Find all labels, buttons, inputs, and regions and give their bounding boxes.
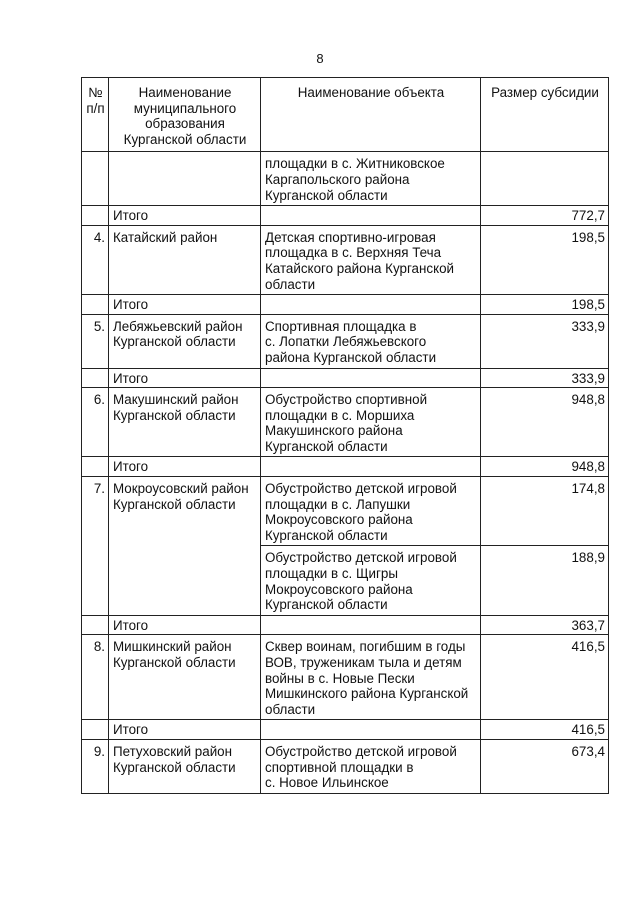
- cell-object: [261, 457, 481, 477]
- table-row: [82, 388, 609, 457]
- cell-num: [82, 368, 109, 388]
- municipality-name: Лебяжьевский район Курганской области: [109, 314, 261, 368]
- table-row: [82, 739, 609, 793]
- subsidy-amount: 333,9: [481, 314, 609, 368]
- cell-object: [261, 206, 481, 226]
- total-row: [82, 457, 609, 477]
- cell-object: [261, 615, 481, 635]
- table-row: [82, 225, 609, 294]
- header-amount: Размер субсидии: [481, 78, 609, 152]
- object-name: Детская спортивно-игровая площадка в с. Верхняя Теча Катайского района Курганской области: [261, 225, 481, 294]
- municipality-name: Петуховский район Курганской области: [109, 739, 261, 793]
- row-number: 5.: [82, 314, 109, 368]
- subsidy-amount: 416,5: [481, 635, 609, 720]
- table-row: [82, 314, 609, 368]
- cell-object: [261, 295, 481, 315]
- total-row: [82, 615, 609, 635]
- cell-num: [82, 152, 109, 206]
- total-amount: 333,9: [481, 368, 609, 388]
- total-amount: 948,8: [481, 457, 609, 477]
- total-amount: 772,7: [481, 206, 609, 226]
- municipality-name: Мокроусовский район Курганской области: [109, 477, 261, 616]
- subsidy-amount: 948,8: [481, 388, 609, 457]
- cell-num: [82, 206, 109, 226]
- table-row: [82, 477, 609, 546]
- total-amount: 416,5: [481, 720, 609, 740]
- subsidy-amount: 174,8: [481, 477, 609, 546]
- total-amount: 198,5: [481, 295, 609, 315]
- cell-municipality: [109, 152, 261, 206]
- total-amount: 363,7: [481, 615, 609, 635]
- table-row: [82, 635, 609, 720]
- page-number: 8: [316, 51, 324, 66]
- municipality-name: Катайский район: [109, 225, 261, 294]
- total-label: Итого: [109, 457, 261, 477]
- total-row: [82, 206, 609, 226]
- total-label: Итого: [109, 295, 261, 315]
- row-number: 8.: [82, 635, 109, 720]
- cell-object: площадки в с. Житниковское Каргапольского района Курганской области: [261, 152, 481, 206]
- header-object: Наименование объекта: [261, 78, 481, 152]
- header-municipality: Наименование муниципального образования Курганской области: [109, 78, 261, 152]
- table-row: [82, 152, 609, 206]
- total-row: [82, 720, 609, 740]
- object-name: Обустройство детской игровой спортивной площадки в с. Новое Ильинское: [261, 739, 481, 793]
- cell-num: [82, 615, 109, 635]
- header-num: № п/п: [82, 78, 109, 152]
- total-label: Итого: [109, 206, 261, 226]
- object-name: Обустройство детской игровой площадки в с. Щигры Мокроусовского района Курганской области: [261, 546, 481, 615]
- table-header-row: [82, 78, 609, 152]
- row-number: 6.: [82, 388, 109, 457]
- total-label: Итого: [109, 368, 261, 388]
- subsidy-amount: 188,9: [481, 546, 609, 615]
- object-name: Обустройство спортивной площадки в с. Моршиха Макушинского района Курганской области: [261, 388, 481, 457]
- subsidy-amount: 673,4: [481, 739, 609, 793]
- cell-object: [261, 720, 481, 740]
- object-name: Спортивная площадка в с. Лопатки Лебяжьевского района Курганской области: [261, 314, 481, 368]
- total-row: [82, 368, 609, 388]
- subsidy-amount: 198,5: [481, 225, 609, 294]
- object-name: Обустройство детской игровой площадки в с. Лапушки Мокроусовского района Курганской области: [261, 477, 481, 546]
- total-label: Итого: [109, 720, 261, 740]
- cell-num: [82, 457, 109, 477]
- subsidy-table: [81, 77, 609, 794]
- cell-num: [82, 720, 109, 740]
- municipality-name: Мишкинский район Курганской области: [109, 635, 261, 720]
- object-name: Сквер воинам, погибшим в годы ВОВ, труженикам тыла и детям войны в с. Новые Пески Мишкинского района Курганской области: [261, 635, 481, 720]
- cell-num: [82, 295, 109, 315]
- row-number: 7.: [82, 477, 109, 616]
- total-label: Итого: [109, 615, 261, 635]
- cell-object: [261, 368, 481, 388]
- row-number: 9.: [82, 739, 109, 793]
- total-row: [82, 295, 609, 315]
- municipality-name: Макушинский район Курганской области: [109, 388, 261, 457]
- cell-amount: [481, 152, 609, 206]
- row-number: 4.: [82, 225, 109, 294]
